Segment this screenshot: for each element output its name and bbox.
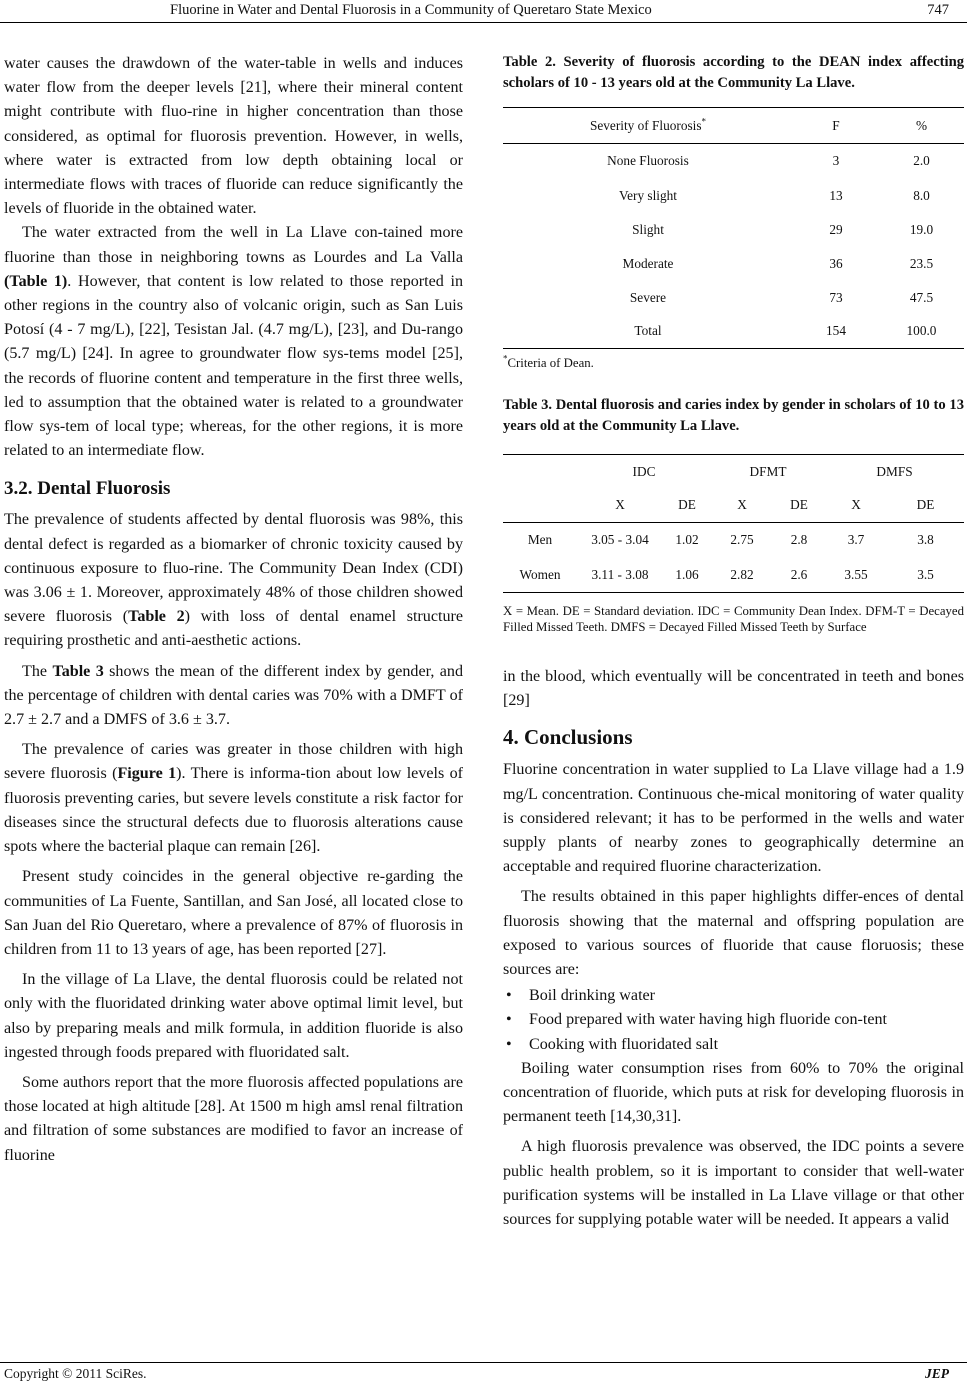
table-cell: 2.0 xyxy=(913,153,930,169)
page-header xyxy=(0,0,967,22)
column-header: DE xyxy=(663,489,711,523)
paragraph: The prevalence of caries was greater in those children with high severe fluorosis (Figure 1). There is informa-tion about low levels of fluorosis preventing caries, but severe levels constitute a risk factor for diseases since the structural defects due to fluorosis alterations cause spots where the bacterial plaque can remain [26]. xyxy=(4,741,463,856)
left-column xyxy=(4,52,463,1168)
table-cell: 13 xyxy=(829,187,843,203)
table-cell: Women xyxy=(503,558,577,593)
column-header: DE xyxy=(887,489,964,523)
copyright-notice: Copyright © 2011 SciRes. xyxy=(4,1366,147,1381)
table-cell: Severe xyxy=(629,289,667,305)
journal-abbreviation: JEP xyxy=(924,1366,949,1381)
table-cell: 19.0 xyxy=(909,221,934,237)
table-row-total xyxy=(503,315,964,349)
table-cell: 23.5 xyxy=(909,255,934,271)
list-item: • Cooking with fluoridated salt xyxy=(503,1033,964,1057)
column-header: F xyxy=(793,108,879,144)
table-cell: 3.8 xyxy=(917,532,934,548)
figure-1-ref: Figure 1 xyxy=(117,765,177,783)
section-heading-conclusions: 4. Conclusions xyxy=(503,725,633,750)
table-3-caption: Table 3. Dental fluorosis and caries index by gender in scholars of 10 to 13 years old at the Community La Llave. xyxy=(503,397,964,434)
table-row xyxy=(503,523,964,558)
table-3-ref: Table 3 xyxy=(52,662,104,680)
table-cell: 3.05 - 3.04 xyxy=(591,532,649,548)
column-group-header: IDC xyxy=(577,455,711,489)
table-cell: Men xyxy=(527,532,553,548)
table-cell: 8.0 xyxy=(913,187,930,203)
table-cell: 1.02 xyxy=(675,532,699,548)
page-footer xyxy=(0,1362,967,1386)
column-group-header: DFMT xyxy=(711,455,825,489)
table-cell: 3.5 xyxy=(887,558,964,593)
list-item: • Boil drinking water xyxy=(503,984,964,1008)
table-cell: 3.7 xyxy=(847,532,865,548)
paragraph: in the blood, which eventually will be concentrated in teeth and bones [29] xyxy=(503,668,964,710)
column-group-header: DMFS xyxy=(825,455,964,489)
column-header: X xyxy=(825,489,887,523)
paragraph: The Table 3 shows the mean of the different index by gender, and the percentage of children with dental caries was 70% with a DMFT of 2.7 ± 2.7 and a DMFS of 3.6 ± 3.7. xyxy=(4,662,463,729)
table-2-ref: Table 2 xyxy=(128,608,185,626)
table-2 xyxy=(503,107,964,349)
table-subheader-row xyxy=(503,489,964,523)
table-cell: 73 xyxy=(829,289,843,305)
paragraph: water causes the drawdown of the water-table in wells and induces water flow from the deeper levels [21], where their mineral content might contribute with fluo-rine in higher concentration than those considered, as optimal for fluorosis prevention. However, in wells, where water is extracted from low depth obtaining local or intermediate flows with traces of fluoride can reduce significantly the levels of fluoride in the obtained water. xyxy=(4,55,463,218)
paragraph: The water extracted from the well in La Llave con-tained more fluorine than those in neighboring towns as Lourdes and La Valla (Table 1). However, that content is low related to those reported in other regions in the country also of volcanic origin, such as San Luis Potosí (4 - 7 mg/L), [22], Tesistan Jal. (4.7 mg/L), [23], and Du-rango (5.7 mg/L) [24]. In agree to groundwater flow sys-tems model [25], the records of fluorine content and temperature in the first three wells, led to assumption that the obtained water is related to a groundwater flow sys-tem of local type; whereas, for the other regions, it is more related to an intermediate flow. xyxy=(4,224,463,460)
table-cell: 100.0 xyxy=(879,315,964,349)
footer-rule xyxy=(0,1362,967,1363)
table-cell: 1.06 xyxy=(663,558,711,593)
table-cell: Very slight xyxy=(619,187,677,203)
table-cell: 3.11 - 3.08 xyxy=(577,558,663,593)
paragraph: In the village of La Llave, the dental fluorosis could be related not only with the fluoridated drinking water above optimal limit level, but also by preparing meals and milk formula, in addition fluoride is also ingested through foods prepared with fluoridated salt. xyxy=(4,971,463,1061)
paragraph: The prevalence of students affected by dental fluorosis was 98%, this dental defect is regarded as a biomarker of chronic toxicity caused by continuous exposure to fluo-rine. The Community Dean Index (CDI) was 3.06 ± 1. Moreover, approximately 48% of those children showed severe fluorosis (Table 2) with loss of dental enamel structure requiring prosthetic and anti-aesthetic actions. xyxy=(4,511,463,650)
paragraph: Boiling water consumption rises from 60% to 70% the original concentration of fluoride, which puts at risk for developing fluorosis in permanent teeth [14,30,31]. xyxy=(503,1059,964,1126)
table-2-footnote: *Criteria of Dean. xyxy=(503,353,594,370)
table-cell: 47.5 xyxy=(909,289,934,305)
page-number: 747 xyxy=(927,2,949,18)
table-header-row xyxy=(503,108,964,144)
table-row xyxy=(503,247,964,281)
paragraph: Some authors report that the more fluorosis affected populations are those located at high altitude [28]. At 1500 m high amsl renal filtration and filtration of some substances are modified to favor an increase of fluorine xyxy=(4,1073,463,1164)
table-cell: Moderate xyxy=(622,255,674,271)
table-1-ref: (Table 1) xyxy=(4,272,68,290)
table-row xyxy=(503,281,964,315)
table-row xyxy=(503,144,964,179)
table-cell: 2.8 xyxy=(790,532,808,548)
column-header: X xyxy=(577,489,663,523)
table-cell: 154 xyxy=(793,315,879,349)
table-2-caption: Table 2. Severity of fluorosis according to the DEAN index affecting scholars of 10 - 13 years old at the Community La Llave. xyxy=(503,54,964,91)
column-header: % xyxy=(879,108,964,144)
table-3-footnote: X = Mean. DE = Standard deviation. IDC = Community Dean Index. DFM-T = Decayed Filled Missed Teeth. DMFS = Decayed Filled Missed Teeth by Surface xyxy=(503,604,964,634)
table-row xyxy=(503,179,964,213)
column-header: X xyxy=(711,489,773,523)
table-row xyxy=(503,213,964,247)
sources-list xyxy=(503,984,964,1057)
column-header: Severity of Fluorosis* xyxy=(503,108,793,144)
table-group-header-row xyxy=(503,455,964,489)
table-3 xyxy=(503,454,964,593)
table-cell: 29 xyxy=(829,221,843,237)
paragraph: Fluorine concentration in water supplied to La Llave village had a 1.9 mg/L concentration. Continuous che-mical monitoring of water quality is considered relevant; it has to be performed in the wells and water supply plants of nearby zones to geographically determine an acceptable and required fluorine characterization. xyxy=(503,761,964,876)
table-cell: 3.55 xyxy=(825,558,887,593)
table-cell: 3 xyxy=(832,153,840,169)
paragraph: The results obtained in this paper highlights differ-ences of dental fluorosis showing that the maternal and offspring population are exposed to various sources of fluoride that cause floruosis; these sources are: xyxy=(503,888,964,979)
table-cell: 2.82 xyxy=(711,558,773,593)
table-cell: 2.75 xyxy=(730,532,754,548)
table-row xyxy=(503,558,964,593)
table-cell: 2.6 xyxy=(773,558,825,593)
paragraph: A high fluorosis prevalence was observed, the IDC points a severe public health problem, so it is important to consider that well-water purification systems will be installed in La Llave village or that other sources for supplying potable water will be needed. It appears a valid xyxy=(503,1138,964,1229)
section-heading-dental-fluorosis: 3.2. Dental Fluorosis xyxy=(4,478,171,500)
right-column xyxy=(503,52,964,1232)
table-cell: Slight xyxy=(632,221,664,237)
column-header: DE xyxy=(773,489,825,523)
running-title: Fluorine in Water and Dental Fluorosis in a Community of Queretaro State Mexico xyxy=(170,2,652,18)
table-cell: 36 xyxy=(829,255,843,271)
header-rule xyxy=(0,22,967,23)
table-cell: Total xyxy=(503,315,793,349)
paragraph: Present study coincides in the general objective re-garding the communities of La Fuente, Santillan, and San José, all located close to San Juan del Rio Queretaro, where a prevalence of 87% of fluorosis in children from 11 to 13 years of age, has been reported [27]. xyxy=(4,868,463,958)
list-item: • Food prepared with water having high fluoride con-tent xyxy=(503,1008,964,1032)
table-cell: None Fluorosis xyxy=(607,153,689,169)
